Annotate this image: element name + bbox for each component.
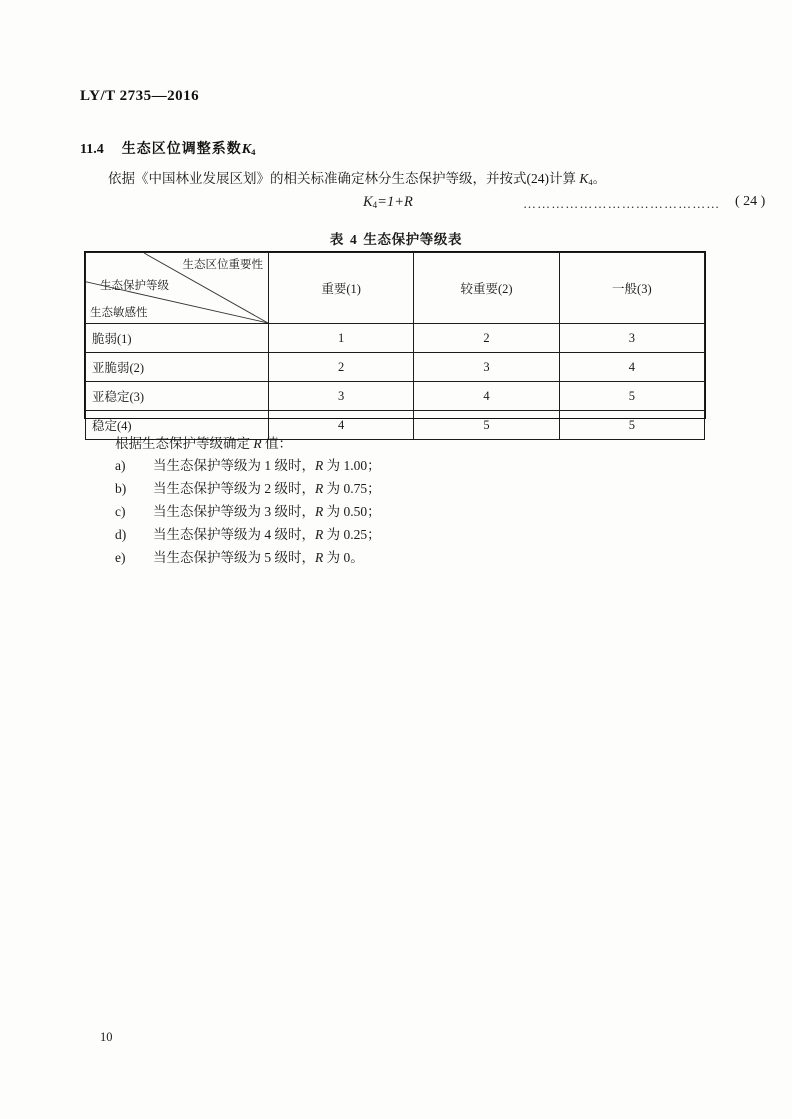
running-header-standard-id: LY/T 2735—2016: [80, 88, 200, 104]
list-intro-symbol: R: [253, 436, 262, 451]
list-item-text: 当生态保护等级为 4 级时，R 为 0.25；: [153, 527, 381, 542]
list-item: [115, 546, 381, 569]
table-cell: 3: [269, 382, 414, 411]
formula-leader-dots: ……………………………………: [523, 196, 721, 211]
formula-symbol: K: [363, 194, 373, 210]
corner-label-grade: 生态保护等级: [100, 280, 169, 292]
list-item: [115, 523, 381, 546]
paragraph-symbol-subscript: 4: [588, 178, 593, 188]
table-cell: 4: [269, 411, 414, 440]
table-row: [86, 353, 705, 382]
formula-number: ( 24 ): [735, 194, 766, 209]
table-column-header: 一般(3): [559, 253, 704, 324]
page-number: 10: [100, 1030, 113, 1044]
list-item-marker: e): [115, 550, 126, 565]
table-cell: 3: [414, 353, 559, 382]
clause-symbol: K: [241, 142, 252, 157]
table-cell: 5: [559, 411, 704, 440]
lettered-list: [115, 454, 381, 569]
table-row-header: 稳定(4): [86, 411, 269, 440]
table-cell: 3: [559, 324, 704, 353]
table-caption-title: 生态保护等级表: [363, 232, 463, 247]
list-item: [115, 454, 381, 477]
table-row-header: 脆弱(1): [86, 324, 269, 353]
formula-expression: [363, 194, 413, 211]
clause-symbol-subscript: 4: [251, 147, 256, 158]
table-column-header: 重要(1): [269, 253, 414, 324]
table-column-header: 较重要(2): [414, 253, 559, 324]
formula-row: [80, 194, 766, 218]
table-cell: 4: [559, 353, 704, 382]
list-item-marker: b): [115, 481, 127, 496]
table-row-header: 亚脆弱(2): [86, 353, 269, 382]
table-cell: 2: [269, 353, 414, 382]
list-item-marker: a): [115, 458, 126, 473]
formula-body: =1+R: [377, 194, 413, 210]
list-intro: [115, 432, 292, 452]
corner-label-row-axis: 生态敏感性: [90, 307, 148, 319]
table-wrapper: [85, 252, 705, 440]
table-cell: 5: [414, 411, 559, 440]
table-row-header: 亚稳定(3): [86, 382, 269, 411]
corner-label-column-axis: 生态区位重要性: [182, 259, 263, 271]
table-cell: 1: [269, 324, 414, 353]
table-caption-label: 表: [329, 232, 345, 247]
table-cell: 4: [414, 382, 559, 411]
list-item-marker: c): [115, 504, 126, 519]
table-caption: [0, 228, 792, 248]
clause-title: 生态区位调整系数: [121, 142, 242, 157]
list-item-marker: d): [115, 527, 127, 542]
list-item-text: 当生态保护等级为 5 级时，R 为 0。: [153, 550, 364, 565]
list-intro-after: 值：: [261, 436, 292, 451]
list-item: [115, 500, 381, 523]
table-cell: 2: [414, 324, 559, 353]
table-row: [86, 324, 705, 353]
ecological-grade-table: [85, 252, 705, 440]
list-item-text: 当生态保护等级为 2 级时，R 为 0.75；: [153, 481, 381, 496]
table-corner-cell: [86, 253, 269, 324]
paragraph-text-before: 依据《中国林业发展区划》的相关标准确定林分生态保护等级，并按式(24)计算: [108, 171, 580, 186]
list-item: [115, 477, 381, 500]
body-paragraph: [80, 168, 720, 194]
clause-heading: [80, 138, 255, 158]
list-item-text: 当生态保护等级为 3 级时，R 为 0.50；: [153, 504, 381, 519]
table-caption-number: 4: [350, 232, 358, 247]
paragraph-symbol: K: [579, 171, 589, 186]
list-intro-before: 根据生态保护等级确定: [115, 436, 254, 451]
paragraph-text-after: 。: [592, 171, 607, 186]
clause-number: 11.4: [80, 142, 104, 157]
table-row: [86, 382, 705, 411]
formula-subscript: 4: [372, 200, 378, 211]
table-cell: 5: [559, 382, 704, 411]
list-item-text: 当生态保护等级为 1 级时，R 为 1.00；: [153, 458, 381, 473]
table-header-row: [86, 253, 705, 324]
